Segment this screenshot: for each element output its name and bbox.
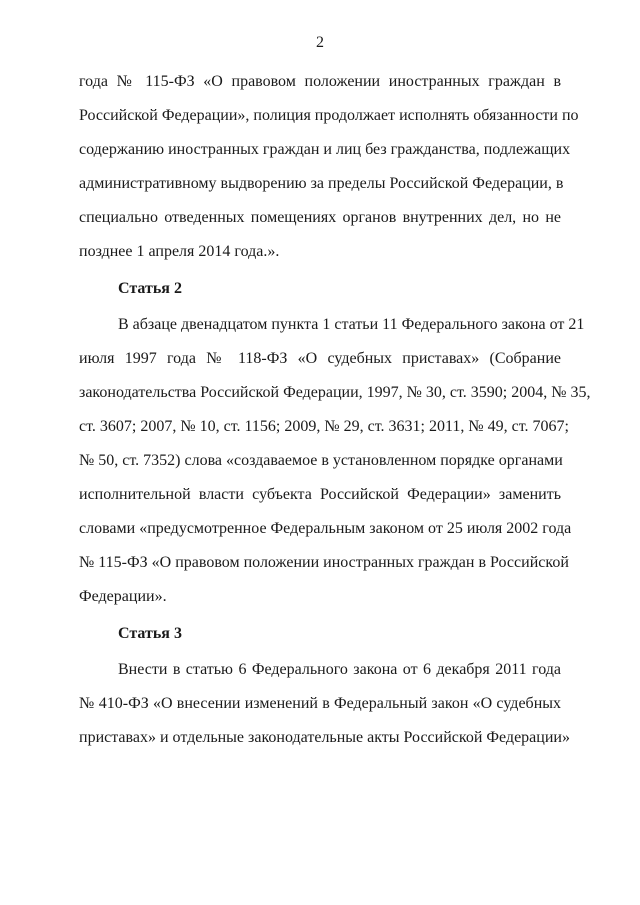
article-2-heading: Статья 2 bbox=[118, 280, 182, 297]
text-line: года № 115-ФЗ «О правовом положении иностранных граждан в bbox=[79, 73, 561, 90]
text-line: содержанию иностранных граждан и лиц без гражданства, подлежащих bbox=[79, 141, 571, 158]
text-line: Федерации». bbox=[79, 588, 167, 605]
text-line: исполнительной власти субъекта Российской Федерации» заменить bbox=[79, 486, 561, 503]
text-line: № 410-ФЗ «О внесении изменений в Федеральный закон «О судебных bbox=[79, 695, 561, 712]
text-line: приставах» и отдельные законодательные акты Российской Федерации» bbox=[79, 729, 570, 746]
text-line: словами «предусмотренное Федеральным законом от 25 июля 2002 года bbox=[79, 520, 572, 537]
text-line: июля 1997 года № 118-ФЗ «О судебных приставах» (Собрание bbox=[79, 350, 561, 367]
article-3-heading: Статья 3 bbox=[118, 625, 182, 642]
text-line: законодательства Российской Федерации, 1997, № 30, ст. 3590; 2004, № 35, bbox=[79, 384, 591, 401]
text-line: № 115-ФЗ «О правовом положении иностранных граждан в Российской bbox=[79, 554, 569, 571]
text-line: В абзаце двенадцатом пункта 1 статьи 11 Федерального закона от 21 bbox=[118, 316, 585, 333]
text-line: Российской Федерации», полиция продолжает исполнять обязанности по bbox=[79, 107, 579, 124]
text-line: административному выдворению за пределы Российской Федерации, в bbox=[79, 175, 564, 192]
page-number: 2 bbox=[316, 34, 324, 51]
text-line: ст. 3607; 2007, № 10, ст. 1156; 2009, № 29, ст. 3631; 2011, № 49, ст. 7067; bbox=[79, 418, 569, 435]
text-line: Внести в статью 6 Федерального закона от 6 декабря 2011 года bbox=[118, 661, 561, 678]
text-line: специально отведенных помещениях органов внутренних дел, но не bbox=[79, 209, 561, 226]
text-line: позднее 1 апреля 2014 года.». bbox=[79, 243, 280, 260]
text-line: № 50, ст. 7352) слова «создаваемое в установленном порядке органами bbox=[79, 452, 563, 469]
